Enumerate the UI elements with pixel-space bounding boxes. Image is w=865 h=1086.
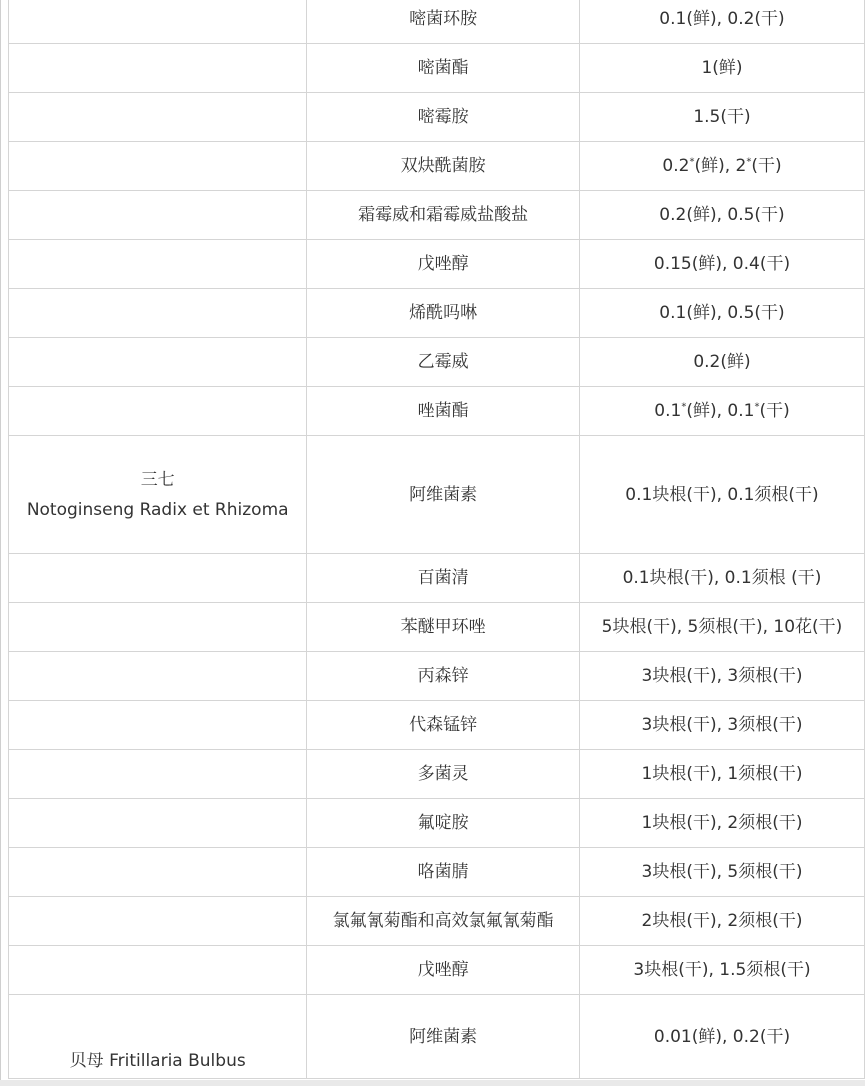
herb-cell xyxy=(9,701,307,750)
pesticide-cell: 霜霉威和霜霉威盐酸盐 xyxy=(307,191,580,240)
pesticide-cell: 代森锰锌 xyxy=(307,701,580,750)
limit-cell: 0.2(鲜) xyxy=(579,338,864,387)
herb-cell xyxy=(9,436,307,554)
pesticide-cell: 百菌清 xyxy=(307,554,580,603)
pesticide-cell: 戊唑醇 xyxy=(307,946,580,995)
table-row xyxy=(9,750,865,799)
table-row xyxy=(9,652,865,701)
asterisk-mark: * xyxy=(689,156,695,168)
left-border-line xyxy=(0,0,1,1086)
limit-cell: 3块根(干), 3须根(干) xyxy=(579,701,864,750)
bottom-scroll-edge xyxy=(0,1080,865,1086)
pesticide-cell: 烯酰吗啉 xyxy=(307,289,580,338)
table-row xyxy=(9,338,865,387)
pesticide-cell: 双炔酰菌胺 xyxy=(307,142,580,191)
table-row xyxy=(9,0,865,44)
table-row xyxy=(9,191,865,240)
pesticide-cell: 氟啶胺 xyxy=(307,799,580,848)
herb-cell: 贝母 Fritillaria Bulbus xyxy=(9,995,307,1079)
limit-cell: 0.01(鲜), 0.2(干) xyxy=(579,995,864,1079)
herb-cell xyxy=(9,338,307,387)
pesticide-cell: 多菌灵 xyxy=(307,750,580,799)
pesticide-residue-table xyxy=(8,0,865,1079)
pesticide-cell: 嘧霉胺 xyxy=(307,93,580,142)
table-row xyxy=(9,799,865,848)
asterisk-mark: * xyxy=(754,401,760,413)
table-row xyxy=(9,289,865,338)
table-row xyxy=(9,603,865,652)
limit-cell: 0.15(鲜), 0.4(干) xyxy=(579,240,864,289)
herb-cell xyxy=(9,0,307,44)
pesticide-cell: 咯菌腈 xyxy=(307,848,580,897)
limit-text: (干) xyxy=(759,401,790,421)
limit-text: (鲜), 0.1 xyxy=(686,401,755,421)
limit-cell xyxy=(579,387,864,436)
limit-cell: 3块根(干), 1.5须根(干) xyxy=(579,946,864,995)
table-row xyxy=(9,554,865,603)
table-row xyxy=(9,44,865,93)
pesticide-cell: 阿维菌素 xyxy=(307,436,580,554)
pesticide-cell: 唑菌酯 xyxy=(307,387,580,436)
limit-cell: 1块根(干), 1须根(干) xyxy=(579,750,864,799)
asterisk-mark: * xyxy=(681,401,687,413)
pesticide-cell: 乙霉威 xyxy=(307,338,580,387)
limit-cell: 1.5(干) xyxy=(579,93,864,142)
limit-cell: 0.2(鲜), 0.5(干) xyxy=(579,191,864,240)
table-row xyxy=(9,848,865,897)
limit-cell: 3块根(干), 5须根(干) xyxy=(579,848,864,897)
limit-text: 0.1 xyxy=(654,401,682,421)
pesticide-cell: 氯氟氰菊酯和高效氯氟氰菊酯 xyxy=(307,897,580,946)
limit-cell xyxy=(579,142,864,191)
limit-cell: 5块根(干), 5须根(干), 10花(干) xyxy=(579,603,864,652)
limit-cell: 0.1(鲜), 0.2(干) xyxy=(579,0,864,44)
limit-text: (鲜), 2 xyxy=(694,156,747,176)
pesticide-cell: 戊唑醇 xyxy=(307,240,580,289)
herb-cell xyxy=(9,848,307,897)
asterisk-mark: * xyxy=(746,156,752,168)
limit-cell: 1块根(干), 2须根(干) xyxy=(579,799,864,848)
table-row xyxy=(9,240,865,289)
herb-cell xyxy=(9,191,307,240)
herb-cell xyxy=(9,946,307,995)
table-row xyxy=(9,701,865,750)
table-row xyxy=(9,387,865,436)
limit-cell: 0.1(鲜), 0.5(干) xyxy=(579,289,864,338)
limit-text: (干) xyxy=(751,156,782,176)
limit-text: 0.2 xyxy=(662,156,690,176)
herb-cell xyxy=(9,652,307,701)
herb-cell xyxy=(9,750,307,799)
limit-cell: 1(鲜) xyxy=(579,44,864,93)
herb-cell xyxy=(9,554,307,603)
table-row xyxy=(9,995,865,1079)
pesticide-cell: 嘧菌环胺 xyxy=(307,0,580,44)
herb-cell xyxy=(9,142,307,191)
limit-cell: 0.1块根(干), 0.1须根 (干) xyxy=(579,554,864,603)
table-row xyxy=(9,93,865,142)
herb-name-cn: 三七 xyxy=(140,469,175,490)
limit-cell: 3块根(干), 3须根(干) xyxy=(579,652,864,701)
herb-cell xyxy=(9,603,307,652)
pesticide-cell: 阿维菌素 xyxy=(307,995,580,1079)
limit-cell: 0.1块根(干), 0.1须根(干) xyxy=(579,436,864,554)
herb-cell xyxy=(9,240,307,289)
table-row xyxy=(9,142,865,191)
table-row xyxy=(9,946,865,995)
herb-name-latin: Notoginseng Radix et Rhizoma xyxy=(26,499,289,520)
herb-cell xyxy=(9,93,307,142)
table-row xyxy=(9,436,865,554)
herb-cell xyxy=(9,799,307,848)
herb-cell xyxy=(9,289,307,338)
herb-cell xyxy=(9,897,307,946)
herb-cell xyxy=(9,44,307,93)
limit-cell: 2块根(干), 2须根(干) xyxy=(579,897,864,946)
pesticide-cell: 丙森锌 xyxy=(307,652,580,701)
pesticide-cell: 嘧菌酯 xyxy=(307,44,580,93)
pesticide-cell: 苯醚甲环唑 xyxy=(307,603,580,652)
herb-cell xyxy=(9,387,307,436)
table-row xyxy=(9,897,865,946)
